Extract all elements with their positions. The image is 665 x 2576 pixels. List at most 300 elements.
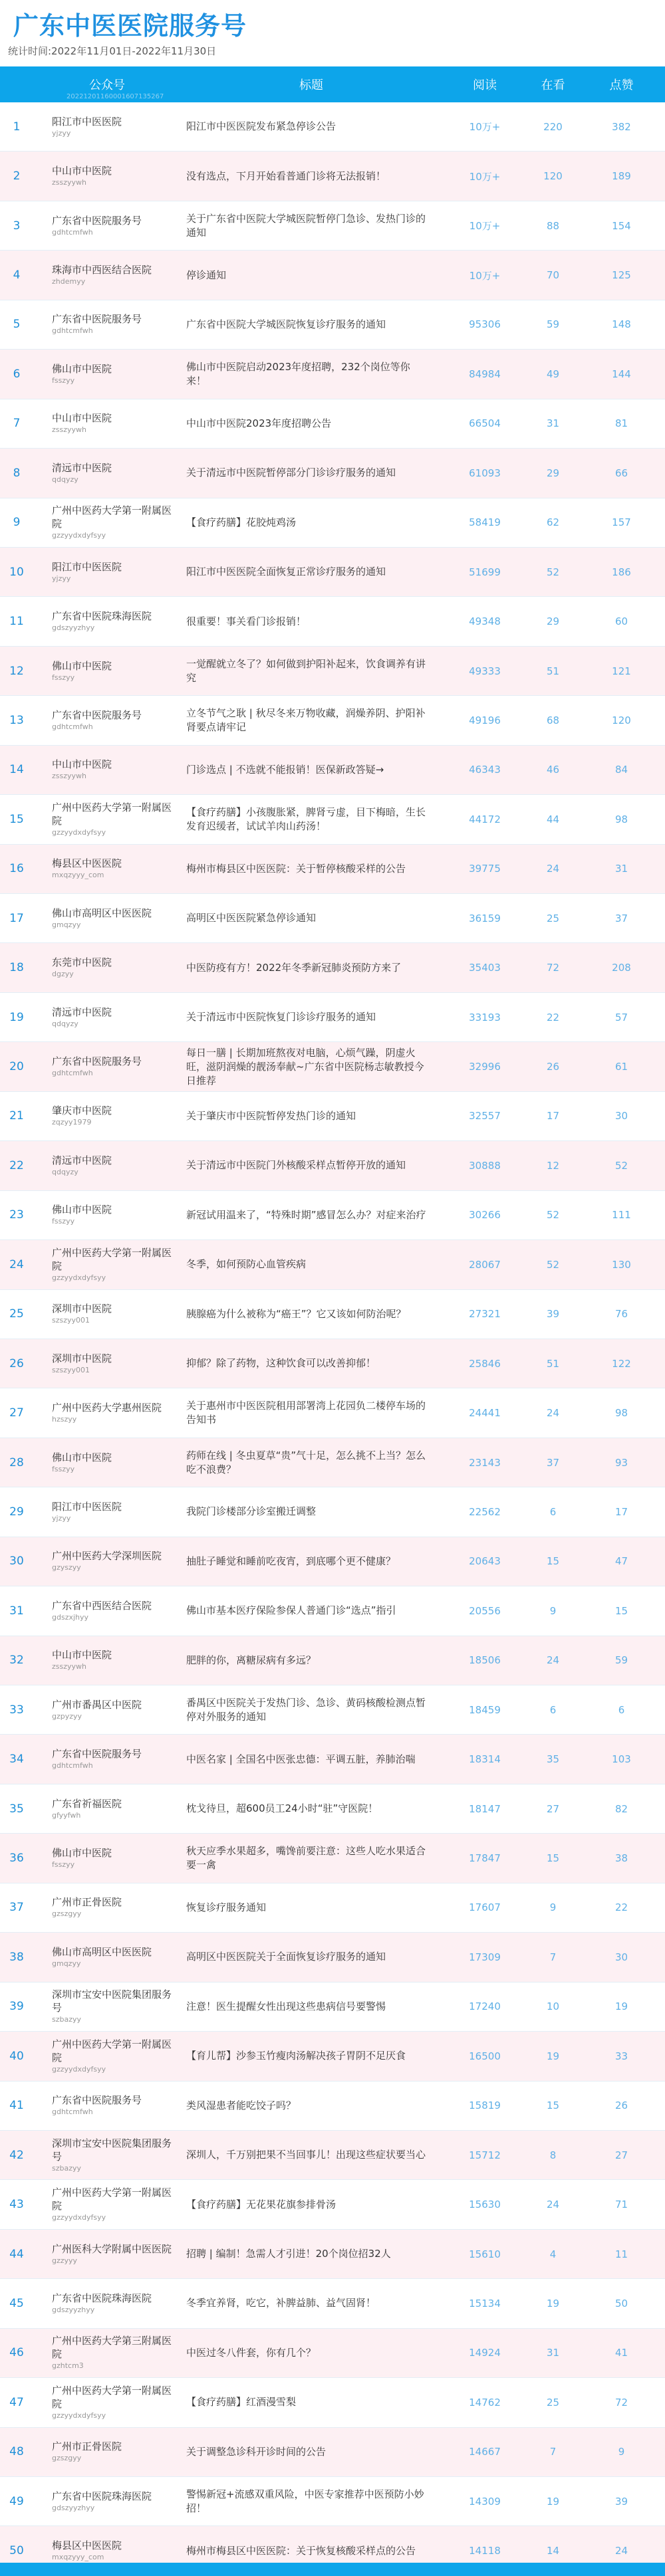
row-index: 32: [9, 1654, 24, 1667]
account-name[interactable]: 梅县区中医医院: [52, 857, 122, 870]
account-id: gdhtcmfwh: [52, 2107, 93, 2117]
read-count: 15610: [469, 2248, 501, 2260]
header-watermark: 20221201160001607135267: [66, 93, 164, 100]
read-count: 14924: [469, 2347, 501, 2359]
account-name[interactable]: 肇庆市中医院: [52, 1105, 112, 1117]
account-id: gdszxjhyy: [52, 1612, 89, 1622]
account-name[interactable]: 深圳市中医院: [52, 1303, 112, 1315]
table-row[interactable]: [0, 498, 665, 548]
article-title-link[interactable]: 梅州市梅县区中医医院：关于恢复核酸采样点的公告: [186, 2544, 416, 2557]
article-title-link[interactable]: 一觉醒就立冬了？如何做到护阳补起来，饮食调养有讲究: [186, 657, 426, 684]
account-name[interactable]: 广东省中医院服务号: [52, 1055, 142, 1068]
account-cell: [33, 2440, 181, 2464]
look-count: 59: [546, 318, 560, 331]
account-name[interactable]: 广州中医药大学第一附属医院: [52, 2038, 172, 2064]
article-title-link[interactable]: 高明区中医医院关于全面恢复诊疗服务的通知: [186, 1951, 386, 1963]
article-title-link[interactable]: 没有选点，下月开始看普通门诊将无法报销！: [186, 169, 386, 182]
row-index: 19: [9, 1010, 24, 1024]
article-title-link[interactable]: 【食疗药膳】花胶炖鸡汤: [186, 516, 297, 528]
account-name[interactable]: 广州市正骨医院: [52, 1896, 122, 1909]
table-row[interactable]: [0, 1092, 665, 1141]
look-count: 7: [549, 2446, 557, 2458]
like-count: 17: [614, 1505, 628, 1518]
read-count: 14667: [469, 2446, 501, 2458]
like-count: 189: [612, 170, 631, 183]
row-index: 14: [9, 763, 24, 777]
article-title-link[interactable]: 中医名家 | 全国名中医张忠德：平调五脏，养肺治喘: [186, 1753, 416, 1765]
article-title-link[interactable]: 我院门诊楼部分诊室搬迁调整: [186, 1505, 317, 1518]
read-count: 14118: [469, 2545, 501, 2557]
article-title-link[interactable]: 抑郁？除了药物，这种饮食可以改善抑郁！: [186, 1357, 376, 1370]
table-row[interactable]: [0, 1685, 665, 1735]
look-count: 15: [546, 1852, 560, 1865]
read-count: 22562: [469, 1505, 501, 1518]
account-id: dgzyy: [52, 970, 74, 979]
account-id: hzszyy: [52, 1415, 77, 1424]
row-index: 2: [13, 169, 21, 183]
article-title-link[interactable]: 冬季宜养肾，吃它，补脾益肺、益气固肾！: [186, 2297, 376, 2309]
account-name[interactable]: 佛山市中医院: [52, 1847, 112, 1860]
table-row[interactable]: [0, 795, 665, 844]
row-index: 9: [13, 516, 21, 530]
account-id: yjzyy: [52, 128, 71, 138]
row-index: 23: [9, 1208, 24, 1222]
account-name[interactable]: 中山市中医院: [52, 1649, 112, 1662]
account-id: fsszyy: [52, 1217, 75, 1226]
read-count: 25846: [469, 1357, 501, 1370]
table-row[interactable]: [0, 152, 665, 201]
look-count: 70: [546, 269, 560, 282]
table-row[interactable]: [0, 1339, 665, 1388]
account-name[interactable]: 梅县区中医医院: [52, 2539, 122, 2552]
read-count: 35403: [469, 962, 501, 974]
account-id: gdszyyzhyy: [52, 2503, 95, 2512]
article-title-link[interactable]: 门诊选点 | 不选就不能报销！医保新政答疑→: [186, 763, 384, 776]
read-count: 17240: [469, 2000, 501, 2013]
article-title-link[interactable]: 深圳人，千万别把果不当回事儿！出现这些症状要当心: [186, 2149, 426, 2161]
article-title-link[interactable]: 每日一膳 | 长期加班熬夜对电脑，心烦气躁，阴虚火旺，滋阴润燥的靓汤奉献~广东省中医院杨志敏教授今日推荐: [186, 1046, 424, 1087]
article-title-link[interactable]: 新冠试用温来了，“特殊时期”感冒怎么办？对症来治疗: [186, 1208, 426, 1221]
read-count: 51699: [469, 566, 501, 578]
account-name[interactable]: 广州中医药大学第一附属医院: [52, 504, 172, 530]
account-name[interactable]: 珠海市中西医结合医院: [52, 264, 152, 276]
account-cell: [33, 263, 181, 287]
article-title-link[interactable]: 【食疗药膳】无花果花旗参排骨汤: [186, 2198, 336, 2210]
look-count: 39: [546, 1308, 560, 1321]
read-count: 30888: [469, 1159, 501, 1172]
account-name[interactable]: 广东省祈福医院: [52, 1797, 122, 1810]
read-count: 18506: [469, 1654, 501, 1667]
account-name[interactable]: 广州中医药大学第一附属医院: [52, 2187, 172, 2212]
look-count: 17: [546, 1110, 560, 1123]
table-row[interactable]: [0, 1834, 665, 1883]
article-title-link[interactable]: 枕戈待旦，超600员工24小时“驻”守医院！: [186, 1802, 378, 1815]
table-row[interactable]: [0, 845, 665, 894]
account-name[interactable]: 清远市中医院: [52, 1006, 112, 1018]
account-name[interactable]: 广州中医药大学第一附属医院: [52, 1246, 172, 1272]
look-count: 31: [546, 417, 560, 430]
look-count: 19: [546, 2050, 560, 2062]
account-name[interactable]: 广东省中医院珠海医院: [52, 2490, 152, 2502]
account-id: szszyy001: [52, 1365, 90, 1374]
look-count: 7: [549, 1951, 557, 1963]
article-title-link[interactable]: 秋天应季水果超多，嘴馋前要注意：这些人吃水果适合要一禽: [186, 1845, 426, 1872]
account-id: fsszyy: [52, 1464, 75, 1473]
account-cell: [33, 758, 181, 782]
like-count: 22: [614, 1901, 628, 1914]
account-cell: [33, 461, 181, 485]
table-row[interactable]: [0, 449, 665, 498]
article-title-link[interactable]: 梅州市梅县区中医医院：关于暂停核酸采样的公告: [186, 862, 406, 875]
table-row[interactable]: [0, 1784, 665, 1834]
table-row[interactable]: [0, 102, 665, 152]
article-title-link[interactable]: 警惕新冠+流感双重风险，中医专家推荐中医预防小妙招！: [186, 2488, 424, 2514]
table-row[interactable]: [0, 894, 665, 943]
account-cell: [33, 801, 181, 838]
row-index: 41: [9, 2099, 24, 2113]
read-count: 24441: [469, 1407, 501, 1420]
article-title-link[interactable]: 【食疗药膳】红酒漫雪梨: [186, 2396, 297, 2409]
header-look: 在看: [541, 78, 565, 92]
table-row[interactable]: [0, 1883, 665, 1933]
look-count: 22: [546, 1011, 560, 1023]
account-cell: [33, 115, 181, 139]
read-count: 14309: [469, 2495, 501, 2508]
article-title-link[interactable]: 中医过冬八件套，你有几个？: [186, 2346, 317, 2359]
article-title-link[interactable]: 抽肚子睡觉和睡前吃夜宵，到底哪个更不健康？: [186, 1555, 396, 1567]
account-name[interactable]: 阳江市中医医院: [52, 115, 122, 128]
look-count: 27: [546, 1802, 560, 1815]
account-id: szszyy001: [52, 1316, 90, 1325]
like-count: 15: [614, 1604, 628, 1617]
account-name[interactable]: 广东省中医院服务号: [52, 708, 142, 721]
article-title-link[interactable]: 停诊通知: [186, 268, 227, 281]
look-count: 6: [549, 1703, 557, 1716]
account-name[interactable]: 广东省中医院服务号: [52, 214, 142, 227]
account-id: gmqzyy: [52, 1959, 81, 1968]
article-title-link[interactable]: 广东省中医院大学城医院恢复诊疗服务的通知: [186, 318, 386, 330]
account-name[interactable]: 深圳市宝安中医院集团服务号: [52, 2137, 172, 2163]
like-count: 26: [614, 2099, 628, 2112]
table-row[interactable]: [0, 746, 665, 795]
article-title-link[interactable]: 【育儿帮】沙参玉竹瘦肉汤解决孩子胃阴不足厌食: [186, 2050, 406, 2062]
account-id: gzzyydxdyfsyy: [52, 2213, 106, 2222]
table-row[interactable]: [0, 2082, 665, 2131]
like-count: 66: [614, 467, 628, 479]
account-cell: [33, 504, 181, 541]
table-row[interactable]: [0, 350, 665, 399]
table-row[interactable]: [0, 1735, 665, 1784]
article-title-link[interactable]: 佛山市基本医疗保险参保人普通门诊“选点”指引: [186, 1604, 396, 1617]
account-cell: [33, 907, 181, 930]
like-count: 19: [614, 2000, 628, 2013]
read-count: 15630: [469, 2199, 501, 2211]
account-id: qdqyzy: [52, 475, 78, 484]
account-id: mxqzyyy_com: [52, 2553, 104, 2562]
like-count: 60: [614, 615, 628, 628]
account-name[interactable]: 中山市中医院: [52, 412, 112, 425]
account-id: zhdemyy: [52, 277, 86, 286]
look-count: 15: [546, 1555, 560, 1568]
account-id: gzhtcm3: [52, 2361, 84, 2371]
read-count: 49333: [469, 665, 501, 677]
account-name[interactable]: 佛山市高明区中医医院: [52, 1945, 152, 1958]
table-row[interactable]: [0, 2428, 665, 2477]
account-cell: [33, 312, 181, 336]
account-name[interactable]: 清远市中医院: [52, 461, 112, 474]
account-id: yjzyy: [52, 574, 71, 583]
article-title-link[interactable]: 阳江市中医医院全面恢复正常诊疗服务的通知: [186, 566, 386, 578]
read-count: 15819: [469, 2099, 501, 2112]
account-name[interactable]: 广东省中医院珠海医院: [52, 2292, 152, 2304]
table-row[interactable]: [0, 2279, 665, 2328]
account-name[interactable]: 中山市中医院: [52, 165, 112, 177]
account-name[interactable]: 广州中医药大学第三附属医院: [52, 2335, 172, 2361]
table-row[interactable]: [0, 1636, 665, 1685]
row-index: 20: [9, 1060, 24, 1074]
article-title-link[interactable]: 药师在线 | 冬虫夏草“贵”气十足，怎么挑不上当？怎么吃不浪费？: [186, 1449, 426, 1475]
account-id: mxqzyyy_com: [52, 871, 104, 880]
row-index: 17: [9, 911, 24, 925]
account-cell: [33, 1352, 181, 1376]
article-title-link[interactable]: 注意！医生提醒女性出现这些患病信号要警惕: [186, 2000, 386, 2012]
account-name[interactable]: 广东省中医院服务号: [52, 2094, 142, 2107]
table-row[interactable]: [0, 251, 665, 300]
read-count: 17607: [469, 1901, 501, 1914]
table-row[interactable]: [0, 2378, 665, 2427]
account-id: szbazyy: [52, 2015, 82, 2024]
article-title-link[interactable]: 肥胖的你，离糖尿病有多远？: [186, 1654, 317, 1666]
account-id: gdszyyzhyy: [52, 2305, 95, 2314]
like-count: 72: [614, 2396, 628, 2409]
account-name[interactable]: 广州市番禺区中医院: [52, 1698, 142, 1711]
table-row[interactable]: [0, 2180, 665, 2229]
row-index: 27: [9, 1406, 24, 1420]
article-title-link[interactable]: 番禺区中医院关于发热门诊、急诊、黄码核酸检测点暂停对外服务的通知: [186, 1696, 426, 1723]
table-row[interactable]: [0, 1191, 665, 1240]
look-count: 25: [546, 2396, 560, 2409]
article-title-link[interactable]: 关于广东省中医院大学城医院暂停门急诊、发热门诊的通知: [186, 212, 426, 239]
row-index: 4: [13, 268, 21, 282]
like-count: 31: [614, 863, 628, 875]
account-cell: [33, 214, 181, 238]
account-id: gdhtcmfwh: [52, 227, 93, 237]
table-row[interactable]: [0, 647, 665, 696]
account-id: qdqyzy: [52, 1019, 78, 1028]
look-count: 24: [546, 1654, 560, 1667]
table-row[interactable]: [0, 1438, 665, 1487]
table-row[interactable]: [0, 1042, 665, 1091]
article-title-link[interactable]: 关于惠州市中医医院租用部署湾上花园负二楼停车场的告知书: [186, 1400, 426, 1426]
row-index: 50: [9, 2544, 24, 2558]
read-count: 32557: [469, 1110, 501, 1123]
table-row[interactable]: [0, 1290, 665, 1339]
account-name[interactable]: 广东省中医院服务号: [52, 313, 142, 326]
article-title-link[interactable]: 佛山市中医院启动2023年度招聘，232个岗位等你来！: [186, 360, 410, 387]
table-row[interactable]: [0, 1487, 665, 1537]
account-cell: [33, 609, 181, 633]
read-count: 33193: [469, 1011, 501, 1023]
account-cell: [33, 1006, 181, 1029]
account-id: yjzyy: [52, 1513, 71, 1523]
account-name[interactable]: 佛山市中医院: [52, 1204, 112, 1216]
account-cell: [33, 2038, 181, 2075]
like-count: 382: [612, 120, 631, 133]
article-title-link[interactable]: 关于调整急诊科开诊时间的公告: [186, 2445, 327, 2458]
account-name[interactable]: 广州市正骨医院: [52, 2440, 122, 2453]
article-title-link[interactable]: 胰腺癌为什么被称为“癌王”？它又该如何防治呢？: [186, 1307, 406, 1320]
article-title-link[interactable]: 关于肇庆市中医院暂停发热门诊的通知: [186, 1109, 356, 1122]
like-count: 130: [612, 1258, 631, 1271]
like-count: 57: [614, 1011, 628, 1023]
look-count: 15: [546, 2099, 560, 2112]
article-title-link[interactable]: 阳江市中医医院发布紧急停诊公告: [186, 120, 336, 133]
table-row[interactable]: [0, 2329, 665, 2378]
look-count: 24: [546, 863, 560, 875]
account-cell: [33, 2093, 181, 2117]
table-row[interactable]: [0, 548, 665, 597]
account-name[interactable]: 佛山市高明区中医医院: [52, 907, 152, 919]
account-name[interactable]: 深圳市宝安中医院集团服务号: [52, 1988, 172, 2014]
like-count: 30: [614, 1110, 628, 1123]
look-count: 12: [546, 1159, 560, 1172]
table-row[interactable]: [0, 2477, 665, 2526]
account-name[interactable]: 广州中医药大学第一附属医院: [52, 2384, 172, 2410]
table-row[interactable]: [0, 696, 665, 745]
account-id: gdhtcmfwh: [52, 722, 93, 731]
table-row[interactable]: [0, 943, 665, 992]
table-row[interactable]: [0, 993, 665, 1042]
read-count: 16500: [469, 2050, 501, 2062]
account-name[interactable]: 广州中医药大学第一附属医院: [52, 801, 172, 827]
article-title-link[interactable]: 立冬节气之耿 | 秋尽冬来万物收藏，润燥养阴、护阳补肾要点请牢记: [186, 706, 426, 733]
row-index: 5: [13, 318, 21, 332]
read-count: 27321: [469, 1308, 501, 1321]
account-id: qdqyzy: [52, 1167, 78, 1176]
account-name[interactable]: 深圳市中医院: [52, 1352, 112, 1364]
account-name[interactable]: 广州中医药大学惠州医院: [52, 1402, 162, 1414]
article-title-link[interactable]: 高明区中医医院紧急停诊通知: [186, 912, 317, 924]
read-count: 18314: [469, 1753, 501, 1766]
account-name[interactable]: 广东省中医院服务号: [52, 1748, 142, 1761]
read-count: 36159: [469, 912, 501, 924]
table-row[interactable]: [0, 1537, 665, 1586]
row-index: 44: [9, 2247, 24, 2261]
account-id: gdszyyzhyy: [52, 623, 95, 633]
table-row[interactable]: [0, 1933, 665, 1982]
row-index: 45: [9, 2296, 24, 2310]
look-count: 88: [546, 219, 560, 232]
account-cell: [33, 659, 181, 683]
account-name[interactable]: 阳江市中医医院: [52, 1500, 122, 1513]
account-name[interactable]: 佛山市中医院: [52, 362, 112, 375]
account-cell: [33, 1846, 181, 1870]
table-row[interactable]: [0, 2131, 665, 2180]
row-index: 18: [9, 961, 24, 975]
look-count: 35: [546, 1753, 560, 1766]
article-title-link[interactable]: 冬季，如何预防心血管疾病: [186, 1258, 307, 1271]
account-name[interactable]: 东莞市中医院: [52, 956, 112, 969]
row-index: 3: [13, 219, 21, 233]
account-cell: [33, 1698, 181, 1722]
like-count: 24: [614, 2545, 628, 2557]
row-index: 10: [9, 565, 24, 579]
like-count: 27: [614, 2149, 628, 2161]
table-row[interactable]: [0, 1586, 665, 1636]
article-title-link[interactable]: 很重要！事关看门诊报销！: [186, 615, 307, 627]
table-row[interactable]: [0, 597, 665, 646]
read-count: 10万+: [469, 220, 501, 233]
account-name[interactable]: 阳江市中医医院: [52, 560, 122, 573]
table-row[interactable]: [0, 201, 665, 251]
like-count: 148: [612, 318, 631, 331]
table-row[interactable]: [0, 1983, 665, 2032]
account-cell: [33, 1500, 181, 1524]
account-cell: [33, 2539, 181, 2563]
table-row[interactable]: [0, 300, 665, 350]
read-count: 10万+: [469, 121, 501, 134]
account-cell: [33, 362, 181, 386]
row-index: 38: [9, 1950, 24, 1964]
article-title-link[interactable]: 【食疗药膳】小孩腹胀紧，脾肾亏虚，目下梅暗，生长发育迟缓者，试试羊肉山药汤！: [186, 805, 426, 832]
account-name[interactable]: 清远市中医院: [52, 1154, 112, 1166]
table-row[interactable]: [0, 2230, 665, 2279]
account-name[interactable]: 中山市中医院: [52, 758, 112, 771]
account-cell: [33, 1055, 181, 1079]
account-id: gzpyzyy: [52, 1711, 82, 1721]
table-row[interactable]: [0, 1388, 665, 1438]
account-id: zqzyy1979: [52, 1118, 92, 1127]
look-count: 52: [546, 1209, 560, 1222]
account-name[interactable]: 广州医科大学附属中医医院: [52, 2242, 172, 2255]
account-name[interactable]: 广东省中西医结合医院: [52, 1599, 152, 1612]
article-title-link[interactable]: 中山市中医院2023年度招聘公告: [186, 417, 332, 429]
row-index: 1: [13, 120, 21, 134]
table-row[interactable]: [0, 1141, 665, 1190]
like-count: 6: [618, 1703, 625, 1716]
article-title-link[interactable]: 关于清远市中医院恢复门诊诊疗服务的通知: [186, 1011, 376, 1023]
table-row[interactable]: [0, 2032, 665, 2081]
read-count: 30266: [469, 1209, 501, 1222]
account-name[interactable]: 广东省中医院珠海医院: [52, 610, 152, 623]
table-row[interactable]: [0, 1240, 665, 1289]
row-index: 47: [9, 2395, 24, 2409]
like-count: 30: [614, 1951, 628, 1963]
article-title-link[interactable]: 关于清远市中医院暂停部分门诊诊疗服务的通知: [186, 467, 396, 479]
article-title-link[interactable]: 关于清远市中医院门外核酸采样点暂停开放的通知: [186, 1159, 406, 1172]
article-title-link[interactable]: 招聘 | 编制！急需人才引进！20个岗位招32人: [186, 2248, 391, 2260]
read-count: 20556: [469, 1604, 501, 1617]
look-count: 6: [549, 1505, 557, 1518]
read-count: 14762: [469, 2396, 501, 2409]
table-row[interactable]: [0, 399, 665, 449]
account-cell: [33, 1401, 181, 1425]
look-count: 37: [546, 1456, 560, 1469]
account-id: gfyyfwh: [52, 1810, 81, 1820]
read-count: 20643: [469, 1555, 501, 1568]
article-title-link[interactable]: 恢复诊疗服务通知: [186, 1901, 267, 1913]
article-title-link[interactable]: 中医防疫有方！2022年冬季新冠肺炎预防方来了: [186, 961, 402, 974]
account-name[interactable]: 佛山市中医院: [52, 1451, 112, 1463]
account-cell: [33, 1451, 181, 1475]
account-name[interactable]: 佛山市中医院: [52, 659, 112, 672]
row-index: 26: [9, 1356, 24, 1370]
article-title-link[interactable]: 类风湿患者能吃饺子吗？: [186, 2099, 297, 2111]
row-index: 6: [13, 367, 21, 381]
account-id: fsszyy: [52, 376, 75, 385]
look-count: 29: [546, 615, 560, 628]
account-name[interactable]: 广州中医药大学深圳医院: [52, 1550, 162, 1562]
